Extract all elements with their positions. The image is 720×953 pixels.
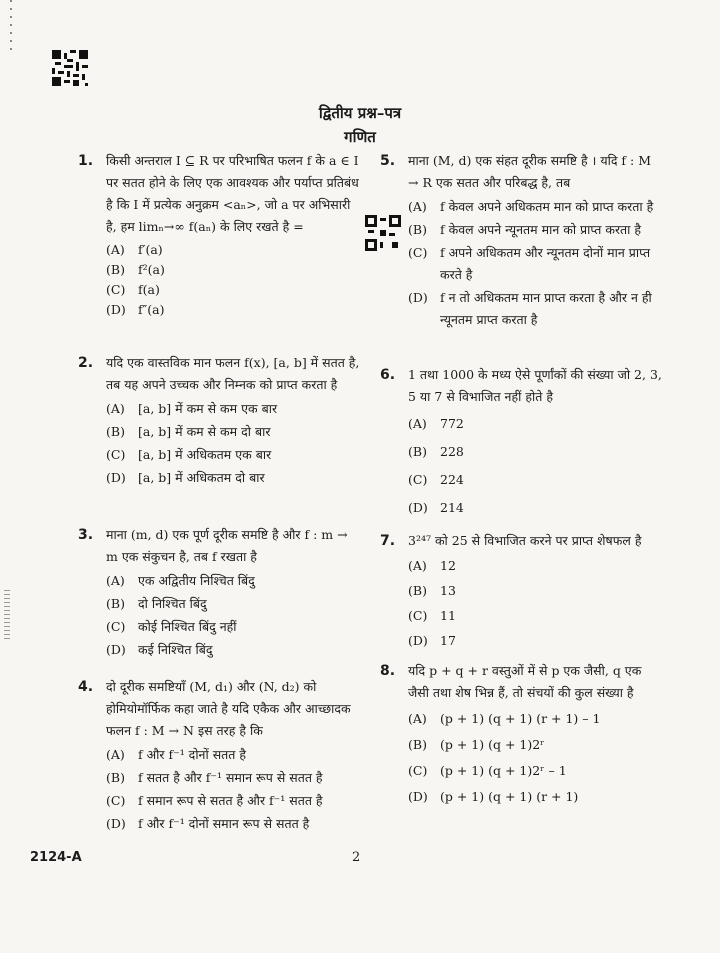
option-label: (D) bbox=[106, 642, 126, 657]
option-label: (B) bbox=[408, 583, 427, 598]
option-d[interactable] bbox=[408, 287, 662, 331]
option-text: 12 bbox=[440, 558, 456, 573]
option-d[interactable] bbox=[106, 639, 360, 661]
option-a[interactable] bbox=[408, 554, 662, 578]
option-text: (p + 1) (q + 1) (r + 1) – 1 bbox=[440, 711, 601, 726]
option-text: f और f⁻¹ दोनों समान रूप से सतत है bbox=[138, 816, 310, 831]
option-c[interactable] bbox=[408, 242, 662, 286]
option-text: (p + 1) (q + 1) (r + 1) bbox=[440, 789, 579, 804]
option-a[interactable] bbox=[106, 398, 360, 420]
option-text: 11 bbox=[440, 608, 456, 623]
question-number: 5. bbox=[380, 153, 396, 169]
subject-title: गणित bbox=[344, 128, 376, 146]
option-a[interactable] bbox=[408, 410, 662, 437]
page-number: 2 bbox=[352, 850, 361, 865]
option-label: (B) bbox=[408, 222, 427, 237]
option-c[interactable] bbox=[106, 616, 360, 638]
option-text: एक अद्वितीय निश्चित बिंदु bbox=[138, 573, 255, 588]
option-text: दो निश्चित बिंदु bbox=[138, 596, 207, 611]
option-label: (C) bbox=[408, 472, 428, 487]
option-label: (A) bbox=[106, 401, 125, 416]
question-6 bbox=[380, 364, 662, 522]
option-label: (C) bbox=[408, 608, 428, 623]
option-label: (A) bbox=[408, 558, 427, 573]
question-number: 8. bbox=[380, 663, 396, 679]
option-text: f′(a) bbox=[138, 242, 163, 257]
option-c[interactable] bbox=[408, 604, 662, 628]
option-a[interactable] bbox=[408, 706, 662, 731]
page-title: द्वितीय प्रश्न–पत्र bbox=[318, 104, 402, 122]
option-b[interactable] bbox=[408, 732, 662, 757]
option-text: [a, b] में अधिकतम एक बार bbox=[138, 447, 272, 462]
option-label: (A) bbox=[408, 199, 427, 214]
option-text: f सतत है और f⁻¹ समान रूप से सतत है bbox=[138, 770, 323, 785]
option-label: (C) bbox=[106, 619, 126, 634]
option-label: (B) bbox=[106, 770, 125, 785]
margin-dots bbox=[4, 590, 10, 640]
option-b[interactable] bbox=[408, 219, 662, 241]
question-3 bbox=[78, 524, 360, 662]
option-label: (B) bbox=[106, 596, 125, 611]
question-number: 7. bbox=[380, 533, 396, 549]
option-c[interactable] bbox=[106, 790, 360, 812]
option-label: (A) bbox=[106, 242, 125, 257]
option-c[interactable] bbox=[408, 466, 662, 493]
option-label: (D) bbox=[408, 789, 428, 804]
option-text: f″(a) bbox=[138, 302, 165, 317]
question-number: 2. bbox=[78, 355, 94, 371]
question-5 bbox=[380, 150, 662, 332]
option-label: (D) bbox=[106, 302, 126, 317]
option-a[interactable] bbox=[408, 196, 662, 218]
option-a[interactable] bbox=[106, 240, 360, 259]
option-label: (D) bbox=[408, 633, 428, 648]
margin-dots-top bbox=[10, 0, 12, 50]
question-number: 3. bbox=[78, 527, 94, 543]
question-stem: दो दूरीक समष्टियाँ (M, d₁) और (N, d₂) को होमियोमॉर्फिक कहा जाते है यदि एकैक और आच्छादक फलन f : M → N इस तरह है कि bbox=[106, 679, 351, 738]
qr-code-icon bbox=[52, 50, 88, 86]
option-text: (p + 1) (q + 1)2ʳ bbox=[440, 737, 545, 752]
option-d[interactable] bbox=[106, 300, 360, 319]
option-text: f न तो अधिकतम मान प्राप्त करता है और न ही न्यूनतम प्राप्त करता है bbox=[440, 290, 652, 327]
option-text: 214 bbox=[440, 500, 464, 515]
question-number: 4. bbox=[78, 679, 94, 695]
option-b[interactable] bbox=[106, 421, 360, 443]
question-number: 6. bbox=[380, 367, 396, 383]
option-d[interactable] bbox=[106, 813, 360, 835]
question-8 bbox=[380, 660, 662, 810]
option-b[interactable] bbox=[106, 767, 360, 789]
option-label: (C) bbox=[106, 282, 126, 297]
option-text: f²(a) bbox=[138, 262, 165, 277]
question-stem: माना (m, d) एक पूर्ण दूरीक समष्टि है और f : m → m एक संकुचन है, तब f रखता है bbox=[106, 527, 348, 564]
question-stem: यदि p + q + r वस्तुओं में से p एक जैसी, q एक जैसी तथा शेष भिन्न हैं, तो संचयों की कुल संख्या है bbox=[408, 663, 642, 700]
question-number: 1. bbox=[78, 153, 94, 169]
option-text: [a, b] में कम से कम एक बार bbox=[138, 401, 278, 416]
option-label: (C) bbox=[106, 447, 126, 462]
question-stem: 1 तथा 1000 के मध्य ऐसे पूर्णांकों की संख्या जो 2, 3, 5 या 7 से विभाजित नहीं होते है bbox=[408, 367, 662, 404]
option-text: f केवल अपने अधिकतम मान को प्राप्त करता है bbox=[440, 199, 654, 214]
option-label: (C) bbox=[408, 763, 428, 778]
option-text: कोई निश्चित बिंदु नहीं bbox=[138, 619, 237, 634]
option-label: (B) bbox=[106, 262, 125, 277]
option-label: (D) bbox=[106, 816, 126, 831]
option-d[interactable] bbox=[106, 467, 360, 489]
option-d[interactable] bbox=[408, 784, 662, 809]
option-a[interactable] bbox=[106, 570, 360, 592]
option-text: f(a) bbox=[138, 282, 160, 297]
option-b[interactable] bbox=[408, 438, 662, 465]
option-text: f समान रूप से सतत है और f⁻¹ सतत है bbox=[138, 793, 323, 808]
option-text: [a, b] में अधिकतम दो बार bbox=[138, 470, 265, 485]
option-b[interactable] bbox=[106, 593, 360, 615]
option-c[interactable] bbox=[106, 444, 360, 466]
question-stem: 3²⁴⁷ को 25 से विभाजित करने पर प्राप्त शेषफल है bbox=[408, 533, 642, 548]
option-text: f और f⁻¹ दोनों सतत है bbox=[138, 747, 247, 762]
option-text: 17 bbox=[440, 633, 456, 648]
option-text: [a, b] में कम से कम दो बार bbox=[138, 424, 271, 439]
option-a[interactable] bbox=[106, 744, 360, 766]
question-stem: माना (M, d) एक संहत दूरीक समष्टि है । यदि f : M → R एक सतत और परिबद्ध है, तब bbox=[408, 153, 652, 190]
option-label: (B) bbox=[106, 424, 125, 439]
option-c[interactable] bbox=[408, 758, 662, 783]
question-4 bbox=[78, 676, 360, 836]
option-label: (A) bbox=[408, 416, 427, 431]
option-label: (A) bbox=[408, 711, 427, 726]
option-label: (D) bbox=[408, 500, 428, 515]
option-text: 224 bbox=[440, 472, 464, 487]
option-text: 772 bbox=[440, 416, 464, 431]
option-b[interactable] bbox=[408, 579, 662, 603]
question-7 bbox=[380, 530, 662, 654]
option-label: (C) bbox=[408, 245, 428, 260]
option-text: f केवल अपने न्यूनतम मान को प्राप्त करता है bbox=[440, 222, 642, 237]
option-text: 228 bbox=[440, 444, 464, 459]
option-text: 13 bbox=[440, 583, 456, 598]
option-label: (B) bbox=[408, 737, 427, 752]
option-c[interactable] bbox=[106, 280, 360, 299]
option-text: f अपने अधिकतम और न्यूनतम दोनों मान प्राप्त करते है bbox=[440, 245, 651, 282]
option-label: (C) bbox=[106, 793, 126, 808]
option-label: (A) bbox=[106, 573, 125, 588]
option-label: (B) bbox=[408, 444, 427, 459]
option-text: (p + 1) (q + 1)2ʳ – 1 bbox=[440, 763, 567, 778]
option-d[interactable] bbox=[408, 494, 662, 521]
option-label: (D) bbox=[106, 470, 126, 485]
option-label: (A) bbox=[106, 747, 125, 762]
paper-code: 2124-A bbox=[30, 850, 82, 865]
option-label: (D) bbox=[408, 290, 428, 305]
question-1 bbox=[78, 150, 360, 320]
question-2 bbox=[78, 352, 360, 490]
option-b[interactable] bbox=[106, 260, 360, 279]
option-text: कई निश्चित बिंदु bbox=[138, 642, 213, 657]
question-stem: यदि एक वास्तविक मान फलन f(x), [a, b] में सतत है, तब यह अपने उच्चक और निम्नक को प्राप्त करता है bbox=[106, 355, 360, 392]
option-d[interactable] bbox=[408, 629, 662, 653]
question-stem: किसी अन्तराल I ⊆ R पर परिभाषित फलन f के a ∈ I पर सतत होने के लिए एक आवश्यक और पर्याप्त प्रतिबंध है कि I में प्रत्येक अनुक्रम <aₙ>, जो a पर अभिसारी है, हम limₙ→∞ f(aₙ) के लिए रखते है = bbox=[106, 153, 359, 234]
